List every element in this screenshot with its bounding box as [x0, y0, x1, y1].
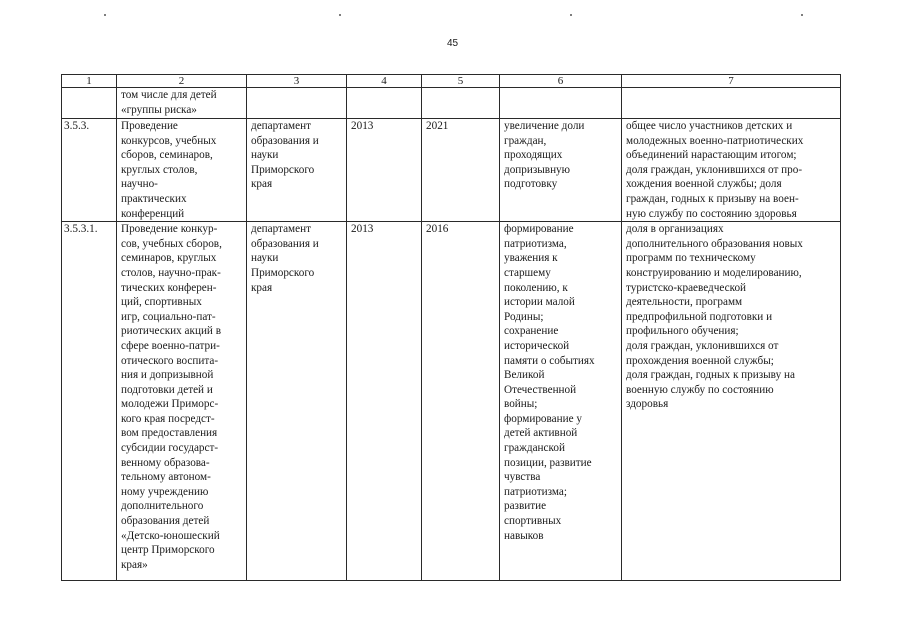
executor: департамент образования и науки Приморского края — [247, 119, 347, 222]
column-header: 4 — [347, 75, 422, 88]
end-year: 2021 — [422, 119, 500, 222]
table-row — [62, 119, 841, 222]
indicator: доля в организациях дополнительного образования новых программ по техническому конструированию и моделированию, туристско-краеведческой деятельности, программ предпрофильной подготовки и профильного обучения; доля граждан, уклонившихся от прохождения военной службы; доля граждан, годных к призыву на военную службу по состоянию здоровья — [622, 222, 841, 581]
page-number: 45 — [446, 38, 459, 49]
expected-result — [500, 88, 622, 119]
column-header: 7 — [622, 75, 841, 88]
table-row — [62, 88, 841, 119]
start-year: 2013 — [347, 119, 422, 222]
column-header: 3 — [247, 75, 347, 88]
row-number — [62, 88, 117, 119]
column-header: 2 — [117, 75, 247, 88]
column-header: 6 — [500, 75, 622, 88]
measure-name: Проведение конкур- сов, учебных сборов, семинаров, круглых столов, научно-прак- тических конферен- ций, спортивных игр, социально-пат- риотических акций в сфере военно-патри- отического воспита- ния и допризывной подготовки детей и молодежи Приморс- кого края посредст- вом предоставления субсидии государст- венному образова- тельному автоном- ному учреждению дополнительного образования детей «Детско-юношеский центр Приморского края» — [117, 222, 247, 581]
executor: департамент образования и науки Приморского края — [247, 222, 347, 581]
column-header: 1 — [62, 75, 117, 88]
row-number: 3.5.3.1. — [62, 222, 117, 581]
start-year — [347, 88, 422, 119]
indicator: общее число участников детских и молодежных военно-патриотических объединений нарастающим итогом; доля граждан, уклонившихся от про- хождения военной службы; доля граждан, годных к призыву на воен- ную службу по состоянию здоровья — [622, 119, 841, 222]
end-year: 2016 — [422, 222, 500, 581]
expected-result: увеличение доли граждан, проходящих допризывную подготовку — [500, 119, 622, 222]
executor — [247, 88, 347, 119]
scan-artifact — [570, 14, 572, 16]
column-header: 5 — [422, 75, 500, 88]
table-row — [62, 222, 841, 581]
row-number: 3.5.3. — [62, 119, 117, 222]
scan-artifact — [104, 14, 106, 16]
measure-name: том числе для детей «группы риска» — [117, 88, 247, 119]
end-year — [422, 88, 500, 119]
measure-name: Проведение конкурсов, учебных сборов, семинаров, круглых столов, научно- практических конференций — [117, 119, 247, 222]
scan-artifact — [801, 14, 803, 16]
program-table — [61, 74, 841, 581]
table-header-row — [62, 75, 841, 88]
scan-artifact — [339, 14, 341, 16]
expected-result: формирование патриотизма, уважения к старшему поколению, к истории малой Родины; сохранение исторической памяти о событиях Великой Отечественной войны; формирование у детей активной гражданской позиции, развитие чувства патриотизма; развитие спортивных навыков — [500, 222, 622, 581]
start-year: 2013 — [347, 222, 422, 581]
indicator — [622, 88, 841, 119]
